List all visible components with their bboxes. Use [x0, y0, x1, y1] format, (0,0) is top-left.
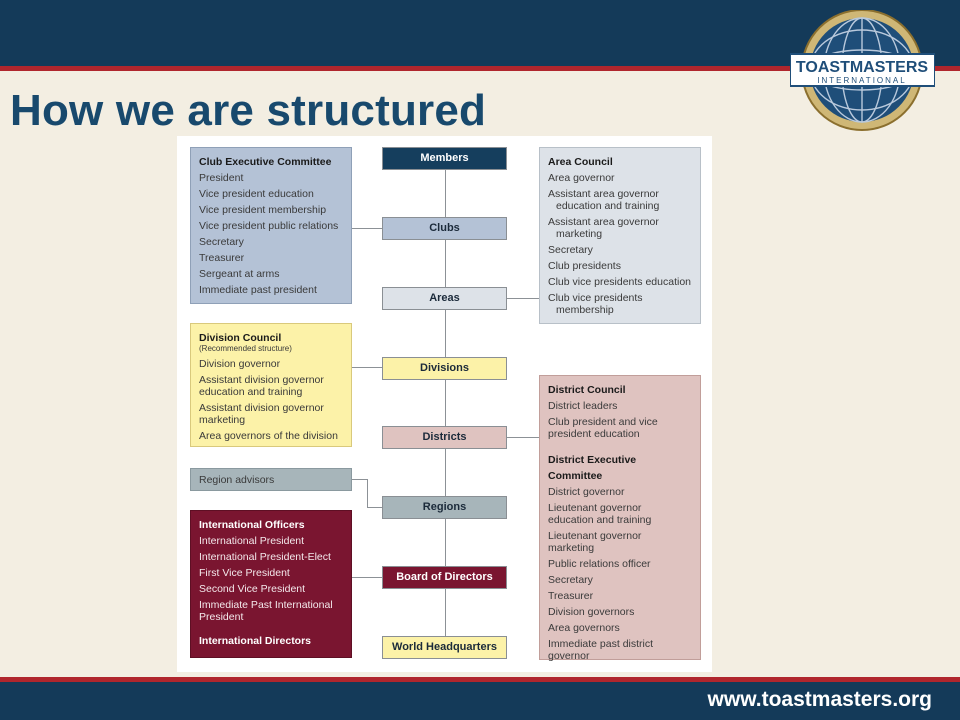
list-item: Assistant area governor: [548, 216, 659, 228]
district-executive-committee-title: District Executive Committee: [548, 454, 637, 482]
club-executive-committee-title: Club Executive Committee: [199, 156, 332, 168]
division-council-subtitle: (Recommended structure): [199, 344, 292, 353]
list-item: Secretary: [199, 236, 244, 248]
list-item: District leaders: [548, 400, 618, 412]
list-item: Assistant division governor: [199, 402, 324, 414]
slide-title: How we are structured: [10, 86, 487, 135]
list-item-continuation: education and training: [548, 514, 652, 526]
connector-advisors-h: [352, 479, 368, 480]
club-executive-committee-box: [190, 147, 352, 304]
list-item: Club vice presidents: [548, 292, 643, 304]
node-areas: Areas: [382, 287, 507, 310]
list-item: Treasurer: [199, 252, 245, 264]
list-item: Immediate past district: [548, 638, 654, 650]
connector-regions-left: [367, 507, 382, 508]
list-item: International President: [199, 535, 305, 547]
list-item: Secretary: [548, 574, 593, 586]
org-chart: [177, 136, 712, 672]
logo-wordmark: TOASTMASTERS: [795, 59, 929, 76]
list-item: Secretary: [548, 244, 593, 256]
list-item: Vice president membership: [199, 204, 327, 216]
node-members: Members: [382, 147, 507, 170]
node-world-headquarters: World Headquarters: [382, 636, 507, 659]
connector-districts-right: [507, 437, 539, 438]
node-board-of-directors: Board of Directors: [382, 566, 507, 589]
footer-url[interactable]: www.toastmasters.org: [707, 688, 932, 711]
region-advisors-label: Region advisors: [199, 474, 275, 486]
list-item: Lieutenant governor: [548, 530, 642, 542]
node-districts: Districts: [382, 426, 507, 449]
list-item: Public relations officer: [548, 558, 651, 570]
division-council-box: [190, 323, 352, 447]
list-item: District governor: [548, 486, 625, 498]
node-regions: Regions: [382, 496, 507, 519]
list-item-continuation: President: [199, 611, 244, 623]
toastmasters-logo: [790, 10, 935, 135]
district-box: [539, 375, 701, 660]
list-item: Vice president public relations: [199, 220, 339, 232]
connector-divisions-left: [352, 367, 382, 368]
list-item-continuation: governor: [548, 650, 590, 662]
connector-clubs-left: [352, 228, 382, 229]
list-item: Assistant area governor: [548, 188, 659, 200]
region-advisors-box: [190, 468, 352, 491]
list-item-continuation: education and training: [199, 386, 303, 398]
division-council-title: Division Council: [199, 332, 282, 344]
connector-advisors-v: [367, 479, 368, 508]
list-item: Club president and vice: [548, 416, 658, 428]
list-item: Club vice presidents education: [548, 276, 692, 288]
international-officers-title: International Officers: [199, 519, 305, 531]
area-council-box: [539, 147, 701, 324]
list-item: Area governors of the division: [199, 430, 338, 442]
list-item-continuation: marketing: [548, 542, 595, 554]
list-item: International President-Elect: [199, 551, 331, 563]
list-item-continuation: education and training: [556, 200, 660, 212]
list-item: Immediate Past International: [199, 599, 333, 611]
international-officers-box: [190, 510, 352, 658]
list-item: First Vice President: [199, 567, 290, 579]
list-item: Immediate past president: [199, 284, 317, 296]
logo-subtext: INTERNATIONAL: [817, 76, 907, 85]
list-item-continuation: marketing: [556, 228, 603, 240]
list-item: Club presidents: [548, 260, 621, 272]
list-item: Sergeant at arms: [199, 268, 280, 280]
list-item: Lieutenant governor: [548, 502, 642, 514]
district-council-title: District Council: [548, 384, 626, 396]
list-item: Second Vice President: [199, 583, 306, 595]
node-divisions: Divisions: [382, 357, 507, 380]
list-item: Area governor: [548, 172, 615, 184]
list-item: Treasurer: [548, 590, 594, 602]
list-item-continuation: membership: [556, 304, 614, 316]
list-item-continuation: president education: [548, 428, 640, 440]
area-council-title: Area Council: [548, 156, 613, 168]
list-item: Area governors: [548, 622, 620, 634]
international-directors-title: International Directors: [199, 635, 312, 647]
list-item: Division governors: [548, 606, 635, 618]
connector-areas-right: [507, 298, 539, 299]
list-item: President: [199, 172, 244, 184]
connector-board-left: [352, 577, 382, 578]
list-item: Assistant division governor: [199, 374, 324, 386]
list-item: Vice president education: [199, 188, 314, 200]
node-clubs: Clubs: [382, 217, 507, 240]
list-item-continuation: marketing: [199, 414, 246, 426]
list-item: Division governor: [199, 358, 281, 370]
